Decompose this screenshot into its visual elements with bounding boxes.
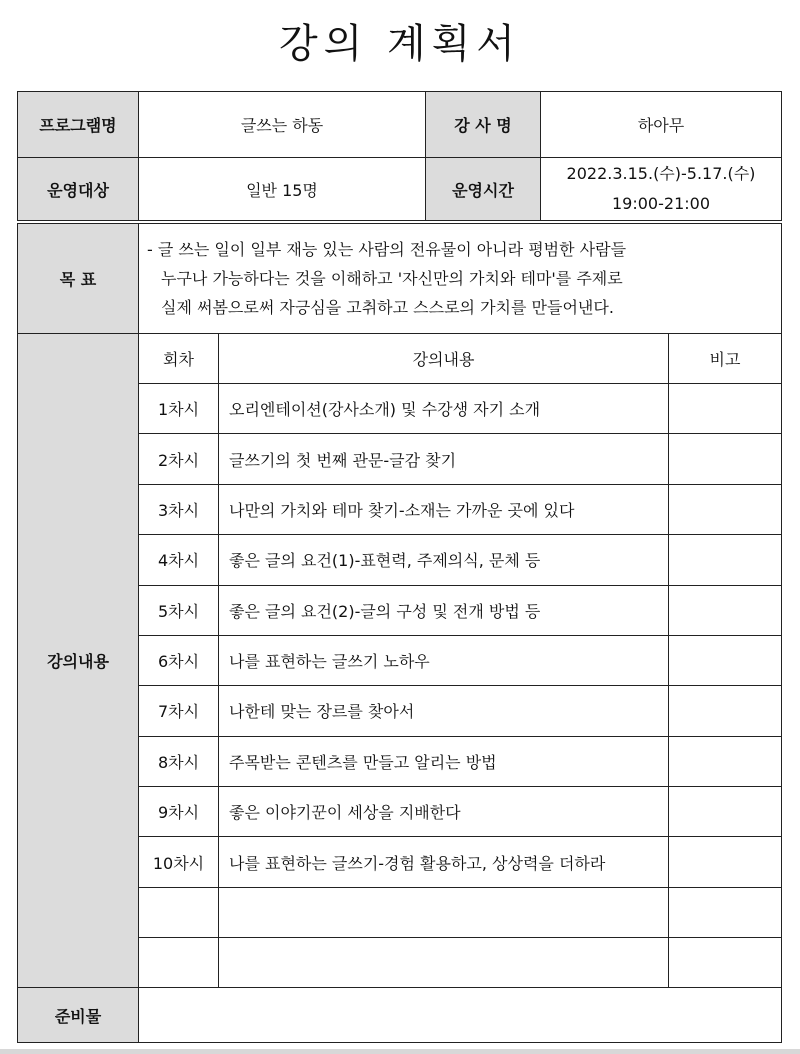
session-cell: 3차시	[139, 484, 219, 534]
goal-line: 실제 써봄으로써 자긍심을 고취하고 스스로의 가치를 만들어낸다.	[161, 298, 614, 318]
content-cell: 좋은 이야기꾼이 세상을 지배한다	[219, 787, 669, 837]
note-header: 비고	[669, 333, 782, 383]
content-cell: 글쓰기의 첫 번째 관문-글감 찾기	[219, 434, 669, 484]
session-cell	[139, 887, 219, 937]
note-cell	[669, 585, 782, 635]
goal-line: 누구나 가능하다는 것을 이해하고 '자신만의 가치와 테마'를 주제로	[161, 269, 623, 289]
session-cell: 9차시	[139, 787, 219, 837]
session-cell: 1차시	[139, 384, 219, 434]
goal-text	[139, 222, 782, 333]
target-value: 일반 15명	[139, 158, 426, 222]
schedule-time: 19:00-21:00	[612, 194, 710, 214]
note-cell	[669, 736, 782, 786]
note-cell	[669, 484, 782, 534]
content-header: 강의내용	[219, 333, 669, 383]
content-cell: 나한테 맞는 장르를 찾아서	[219, 686, 669, 736]
session-cell: 5차시	[139, 585, 219, 635]
note-cell	[669, 384, 782, 434]
page-title: 강의 계획서	[279, 21, 521, 67]
materials-value	[139, 988, 782, 1043]
page-bottom-edge	[0, 1049, 800, 1054]
content-cell: 나를 표현하는 글쓰기 노하우	[219, 635, 669, 685]
goal-label: 목 표	[18, 222, 139, 333]
note-cell	[669, 434, 782, 484]
note-cell	[669, 635, 782, 685]
content-cell	[219, 938, 669, 988]
session-cell: 8차시	[139, 736, 219, 786]
session-cell: 4차시	[139, 535, 219, 585]
note-cell	[669, 887, 782, 937]
content-cell: 나를 표현하는 글쓰기-경험 활용하고, 상상력을 더하라	[219, 837, 669, 887]
goal-line: - 글 쓰는 일이 일부 재능 있는 사람의 전유물이 아니라 평범한 사람들	[147, 240, 627, 260]
note-cell	[669, 837, 782, 887]
content-cell: 주목받는 콘텐츠를 만들고 알리는 방법	[219, 736, 669, 786]
schedule-label: 운영시간	[426, 158, 541, 222]
schedule-value	[541, 158, 782, 222]
note-cell	[669, 535, 782, 585]
session-cell: 2차시	[139, 434, 219, 484]
session-cell	[139, 938, 219, 988]
session-cell: 6차시	[139, 635, 219, 685]
target-label: 운영대상	[18, 158, 139, 222]
schedule-dates: 2022.3.15.(수)-5.17.(수)	[566, 164, 756, 184]
lecture-plan-table	[17, 91, 782, 1043]
session-cell: 10차시	[139, 837, 219, 887]
note-cell	[669, 938, 782, 988]
program-value: 글쓰는 하동	[139, 92, 426, 158]
note-cell	[669, 787, 782, 837]
lectures-label: 강의내용	[18, 333, 139, 988]
materials-label: 준비물	[18, 988, 139, 1043]
note-cell	[669, 686, 782, 736]
content-cell: 오리엔테이션(강사소개) 및 수강생 자기 소개	[219, 384, 669, 434]
content-cell: 좋은 글의 요건(2)-글의 구성 및 전개 방법 등	[219, 585, 669, 635]
content-cell: 나만의 가치와 테마 찾기-소재는 가까운 곳에 있다	[219, 484, 669, 534]
instructor-label: 강 사 명	[426, 92, 541, 158]
content-cell: 좋은 글의 요건(1)-표현력, 주제의식, 문체 등	[219, 535, 669, 585]
program-label: 프로그램명	[18, 92, 139, 158]
session-header: 회차	[139, 333, 219, 383]
session-cell: 7차시	[139, 686, 219, 736]
content-cell	[219, 887, 669, 937]
instructor-value: 하아무	[541, 92, 782, 158]
